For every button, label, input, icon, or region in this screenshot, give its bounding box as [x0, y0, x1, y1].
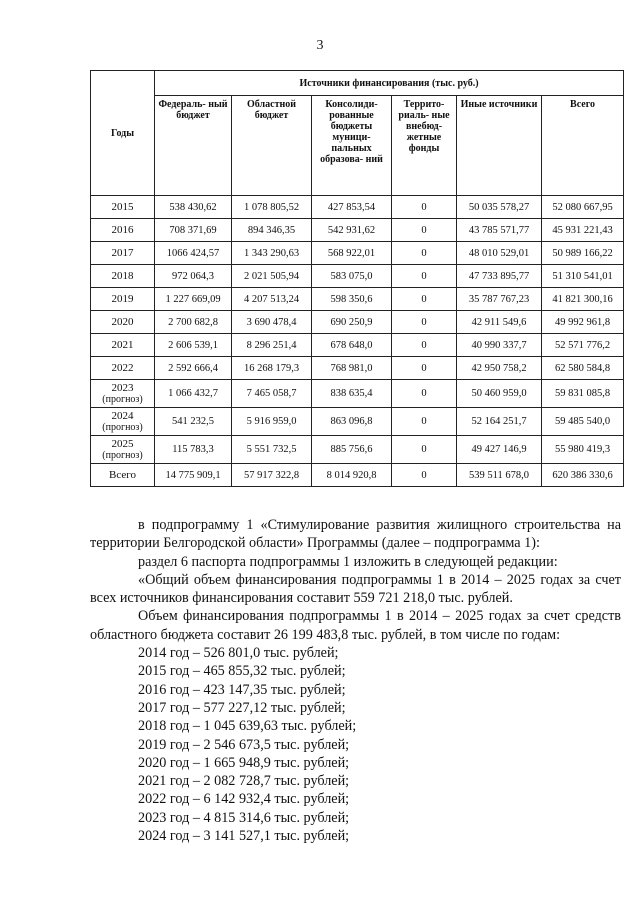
yearly-funding-item: 2015 год – 465 855,32 тыс. рублей;: [138, 663, 346, 680]
year-label: 2018: [111, 269, 134, 282]
paragraph-regional-funding: Объем финансирования подпрограммы 1 в 2014 – 2025 годах за счет средств областного бюджета составит 26 199 483,8 тыс. рублей, в том числе по годам:: [90, 608, 621, 643]
value-cell: 49 992 961,8: [542, 311, 624, 334]
yearly-funding-list: [90, 644, 621, 845]
value-cell: 972 064,3: [155, 265, 232, 288]
value-cell: 541 232,5: [155, 408, 232, 436]
value-cell: 2 606 539,1: [155, 334, 232, 357]
yearly-funding-item: 2016 год – 423 147,35 тыс. рублей;: [138, 681, 346, 698]
value-cell: 598 350,6: [312, 288, 392, 311]
year-label: 2022: [111, 361, 134, 374]
value-cell: 1 343 290,63: [232, 242, 312, 265]
value-cell: 48 010 529,01: [457, 242, 542, 265]
year-label: 2015: [111, 200, 134, 213]
value-cell: 768 981,0: [312, 357, 392, 380]
paragraph-total-funding: «Общий объем финансирования подпрограммы 1 в 2014 – 2025 годах за счет всех источников финансирования составит 559 721 218,0 тыс. рублей.: [90, 571, 621, 607]
column-header: Федераль- ный бюджет: [155, 96, 232, 196]
value-cell: 59 485 540,0: [542, 408, 624, 436]
page-number: 3: [316, 38, 324, 53]
year-label: Всего: [109, 468, 136, 481]
year-label: 2020: [111, 315, 134, 328]
paragraph-section-6: раздел 6 паспорта подпрограммы 1 изложить в следующей редакции:: [138, 553, 558, 570]
value-cell: 678 648,0: [312, 334, 392, 357]
value-cell: 8 296 251,4: [232, 334, 312, 357]
value-cell: 885 756,6: [312, 436, 392, 464]
value-cell: 583 075,0: [312, 265, 392, 288]
table-row: [91, 380, 624, 408]
year-cell: [91, 311, 155, 334]
value-cell: 8 014 920,8: [312, 464, 392, 487]
forecast-note: (прогноз): [102, 449, 143, 461]
value-cell: 539 511 678,0: [457, 464, 542, 487]
yearly-funding-item: 2022 год – 6 142 932,4 тыс. рублей;: [138, 791, 350, 808]
year-cell: [91, 334, 155, 357]
value-cell: 0: [392, 288, 457, 311]
value-cell: 894 346,35: [232, 219, 312, 242]
value-cell: 0: [392, 311, 457, 334]
yearly-funding-item: 2017 год – 577 227,12 тыс. рублей;: [138, 699, 346, 716]
column-header: Областной бюджет: [232, 96, 312, 196]
year-label: 2024: [111, 409, 134, 422]
value-cell: 2 592 666,4: [155, 357, 232, 380]
value-cell: 2 700 682,8: [155, 311, 232, 334]
column-header: Консолиди- рованные бюджеты муници- пальных образова- ний: [312, 96, 392, 196]
year-label: 2025: [111, 437, 134, 450]
value-cell: 0: [392, 464, 457, 487]
value-cell: 52 164 251,7: [457, 408, 542, 436]
value-cell: 3 690 478,4: [232, 311, 312, 334]
value-cell: 57 917 322,8: [232, 464, 312, 487]
value-cell: 708 371,69: [155, 219, 232, 242]
yearly-funding-item: 2024 год – 3 141 527,1 тыс. рублей;: [138, 828, 350, 845]
year-cell: [91, 242, 155, 265]
value-cell: 43 785 571,77: [457, 219, 542, 242]
year-cell: [91, 408, 155, 436]
year-label: 2023: [111, 381, 134, 394]
year-cell: [91, 357, 155, 380]
value-cell: 427 853,54: [312, 196, 392, 219]
value-cell: 0: [392, 380, 457, 408]
table-row: [91, 311, 624, 334]
value-cell: 690 250,9: [312, 311, 392, 334]
year-cell: [91, 288, 155, 311]
column-header: Иные источники: [457, 96, 542, 196]
table-row: [91, 436, 624, 464]
value-cell: 55 980 419,3: [542, 436, 624, 464]
value-cell: 47 733 895,77: [457, 265, 542, 288]
value-cell: 7 465 058,7: [232, 380, 312, 408]
value-cell: 542 931,62: [312, 219, 392, 242]
yearly-funding-item: 2023 год – 4 815 314,6 тыс. рублей;: [138, 809, 350, 826]
table-row: [91, 265, 624, 288]
value-cell: 1 227 669,09: [155, 288, 232, 311]
value-cell: 0: [392, 334, 457, 357]
column-header: Террито- риаль- ные внебюд- жетные фонды: [392, 96, 457, 196]
value-cell: 5 916 959,0: [232, 408, 312, 436]
forecast-note: (прогноз): [102, 393, 143, 405]
table-row: [91, 219, 624, 242]
value-cell: 50 035 578,27: [457, 196, 542, 219]
year-label: 2017: [111, 246, 134, 259]
value-cell: 538 430,62: [155, 196, 232, 219]
value-cell: 1 078 805,52: [232, 196, 312, 219]
value-cell: 50 989 166,22: [542, 242, 624, 265]
value-cell: 1066 424,57: [155, 242, 232, 265]
value-cell: 51 310 541,01: [542, 265, 624, 288]
value-cell: 42 950 758,2: [457, 357, 542, 380]
value-cell: 5 551 732,5: [232, 436, 312, 464]
value-cell: 62 580 584,8: [542, 357, 624, 380]
value-cell: 0: [392, 219, 457, 242]
year-column-header: Годы: [91, 71, 155, 196]
value-cell: 52 571 776,2: [542, 334, 624, 357]
value-cell: 45 931 221,43: [542, 219, 624, 242]
table-row: [91, 408, 624, 436]
yearly-funding-item: 2019 год – 2 546 673,5 тыс. рублей;: [138, 736, 350, 753]
year-label: 2016: [111, 223, 134, 236]
year-label: 2021: [111, 338, 134, 351]
value-cell: 1 066 432,7: [155, 380, 232, 408]
value-cell: 52 080 667,95: [542, 196, 624, 219]
value-cell: 0: [392, 436, 457, 464]
value-cell: 42 911 549,6: [457, 311, 542, 334]
forecast-note: (прогноз): [102, 421, 143, 433]
value-cell: 0: [392, 196, 457, 219]
value-cell: 35 787 767,23: [457, 288, 542, 311]
table-row: [91, 464, 624, 487]
funding-sources-header: Источники финансирования (тыс. руб.): [155, 71, 624, 96]
value-cell: 115 783,3: [155, 436, 232, 464]
yearly-funding-item: 2021 год – 2 082 728,7 тыс. рублей;: [138, 773, 350, 790]
financing-table: [90, 70, 624, 487]
table-row: [91, 357, 624, 380]
value-cell: 41 821 300,16: [542, 288, 624, 311]
table-row: [91, 288, 624, 311]
value-cell: 16 268 179,3: [232, 357, 312, 380]
yearly-funding-item: 2014 год – 526 801,0 тыс. рублей;: [138, 645, 339, 662]
value-cell: 4 207 513,24: [232, 288, 312, 311]
body-text: [90, 516, 621, 845]
year-cell: [91, 196, 155, 219]
yearly-funding-item: 2020 год – 1 665 948,9 тыс. рублей;: [138, 754, 350, 771]
column-header: Всего: [542, 96, 624, 196]
year-cell: [91, 464, 155, 487]
year-cell: [91, 380, 155, 408]
table-row: [91, 242, 624, 265]
paragraph-subprogram-intro: в подпрограмму 1 «Стимулирование развития жилищного строительства на территории Белгородской области» Программы (далее – подпрограмма 1):: [90, 517, 621, 552]
value-cell: 50 460 959,0: [457, 380, 542, 408]
value-cell: 2 021 505,94: [232, 265, 312, 288]
year-cell: [91, 219, 155, 242]
value-cell: 0: [392, 265, 457, 288]
value-cell: 59 831 085,8: [542, 380, 624, 408]
value-cell: 14 775 909,1: [155, 464, 232, 487]
yearly-funding-item: 2018 год – 1 045 639,63 тыс. рублей;: [138, 718, 357, 735]
year-cell: [91, 265, 155, 288]
value-cell: 49 427 146,9: [457, 436, 542, 464]
value-cell: 863 096,8: [312, 408, 392, 436]
value-cell: 0: [392, 408, 457, 436]
table-row: [91, 334, 624, 357]
year-label: 2019: [111, 292, 134, 305]
value-cell: 568 922,01: [312, 242, 392, 265]
value-cell: 0: [392, 357, 457, 380]
value-cell: 838 635,4: [312, 380, 392, 408]
table-row: [91, 196, 624, 219]
value-cell: 40 990 337,7: [457, 334, 542, 357]
value-cell: 620 386 330,6: [542, 464, 624, 487]
value-cell: 0: [392, 242, 457, 265]
year-cell: [91, 436, 155, 464]
